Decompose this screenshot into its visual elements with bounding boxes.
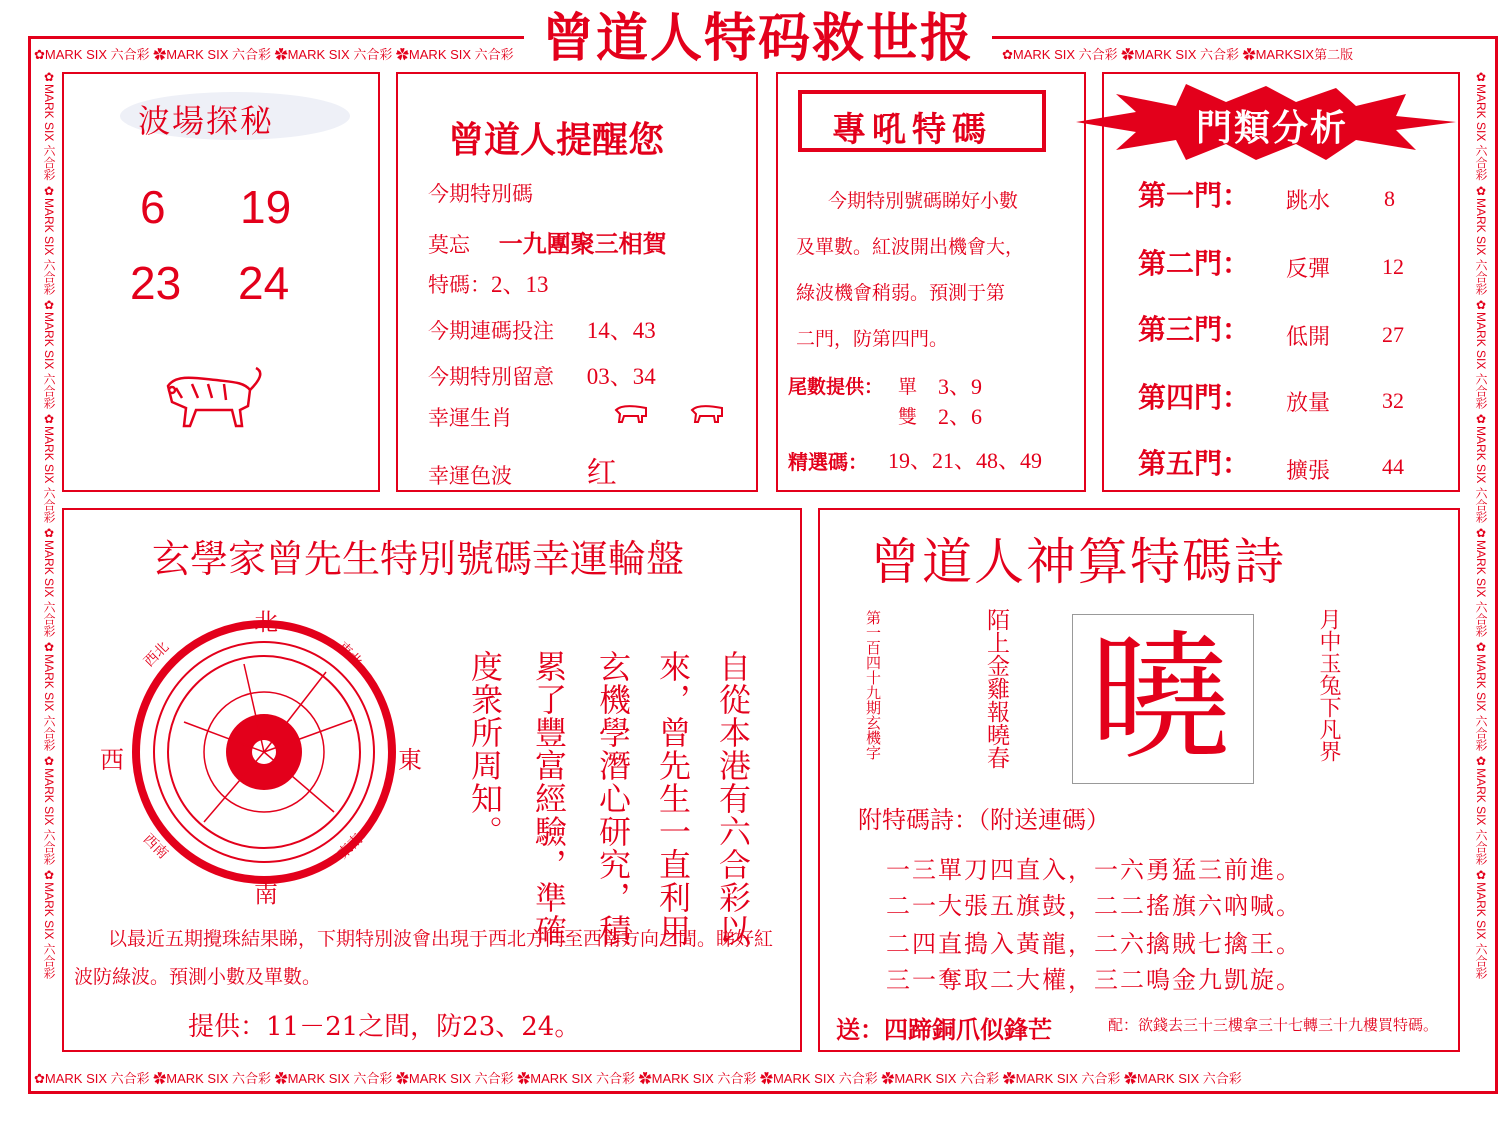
reminder-row-2 [428,224,667,259]
poem-issue-note: 第一百四十九期玄機字 [864,610,882,760]
poem-right-verse: 月中玉兔下凡界 [1316,608,1341,762]
door-value-1: 8 [1384,186,1395,211]
wave-title: 波場探秘 [138,102,275,140]
wave-number-2: 19 [240,181,292,233]
wheel-vertical-text-2: 來，曾先生一直利用 [654,650,692,947]
wave-number-3: 23 [130,257,182,309]
door-label-2: 第二門： [1138,247,1251,280]
door-value-4: 32 [1382,388,1404,413]
wheel-note: 以最近五期攪珠結果睇，下期特別波會出現于西北方向至西南方向之間。睇好紅波防綠波。預測小數及單數。 [74,928,774,988]
wheel-provide: 提供：11－21之間，防23、24。 [188,1012,581,1042]
pick-label: 精選碼： [788,450,868,474]
special-body-3: 綠波機會稍弱。預測于第 [796,282,1006,304]
reminder-value: 03、34 [586,364,656,389]
reminder-row-4 [428,312,656,345]
tail-single-label: 單 [898,376,918,398]
reminder-row-6 [428,402,512,432]
door-name-5: 擴張 [1286,459,1331,484]
reminder-label: 今期特別碼 [428,182,533,206]
poem-line-4: 三一奪取二大權，三二鳴金九凱旋。 [886,966,1302,994]
door-label-3: 第三門： [1138,313,1251,346]
door-name-4: 放量 [1286,391,1331,416]
top-strip-right: ✿MARK SIX 六合彩 ✿MARK SIX 六合彩 ✿MARKSIX第二版 [1002,47,1354,62]
reminder-value: 14、43 [586,318,656,343]
wave-number-1: 6 [140,181,166,233]
dir-north: 北 [254,608,278,636]
door-label-5: 第五門： [1138,447,1251,480]
wheel-vertical-text-1: 自從本港有六合彩以 [714,650,752,947]
wheel-vertical-text-5: 度衆所周知。 [466,650,504,848]
reminder-value: 一九團聚三相賀 [498,229,667,258]
top-strip-left: ✿MARK SIX 六合彩 ✿MARK SIX 六合彩 ✿MARK SIX 六合彩 ✿MARK SIX 六合彩 [34,47,514,62]
door-name-2: 反彈 [1286,257,1331,282]
poem-panel [818,508,1460,1052]
dir-east: 東 [398,746,422,774]
wheel-vertical-text-3: 玄機學潛心研究，積 [594,650,632,947]
poem-subtitle: 附特碼詩：（附送連碼） [858,806,1110,834]
dir-southwest: 西南 [139,831,171,863]
wave-panel [62,72,380,492]
door-name-1: 跳水 [1286,189,1331,214]
reminder-row-5 [428,358,656,391]
wave-number-4: 24 [238,257,290,309]
reminder-label: 幸運生肖 [428,406,512,430]
door-label-4: 第四門： [1138,381,1251,414]
reminder-label: 幸運色波 [428,464,512,488]
right-strip: ✿MARK SIX 六合彩 ✿MARK SIX 六合彩 ✿MARK SIX 六合彩 ✿MARK SIX 六合彩 ✿MARK SIX 六合彩 ✿MARK SIX 六合彩 ✿MARK SIX 六合彩 ✿MARK SIX 六合彩 [1474,70,1488,979]
poem-title: 曾道人神算特碼詩 [870,533,1286,591]
tail-label: 尾數提供： [788,376,884,398]
special-title: 專吼特碼 [832,110,992,150]
reminder-title: 曾道人提醒您 [448,119,665,161]
reminder-label: 今期特別留意 [428,365,554,389]
door-value-5: 44 [1382,454,1404,479]
dir-west: 西 [100,746,124,774]
dir-northeast: 東北 [333,639,365,671]
poem-pair: 配：欲錢去三十三樓拿三十七轉三十九樓買特碼。 [1108,1016,1439,1034]
wheel-title: 玄學家曾先生特別號碼幸運輪盤 [152,537,685,581]
poem-send: 送：四蹄銅爪似鋒芒 [836,1015,1052,1044]
tiger-icon [156,364,268,434]
reminder-label: 特碼： [428,273,491,297]
zodiac-icon-2 [688,400,728,424]
left-strip: ✿MARK SIX 六合彩 ✿MARK SIX 六合彩 ✿MARK SIX 六合彩 ✿MARK SIX 六合彩 ✿MARK SIX 六合彩 ✿MARK SIX 六合彩 ✿MARK SIX 六合彩 ✿MARK SIX 六合彩 [42,70,56,979]
wheel-vertical-text-4: 累了豐富經驗，準確 [530,650,568,947]
door-name-3: 低開 [1286,325,1331,350]
poem-left-verse: 陌上金雞報曉春 [983,608,1009,769]
dir-southeast: 東南 [335,831,367,863]
door-label-1: 第一門： [1138,179,1251,212]
poem-line-1: 一三單刀四直入，一六勇猛三前進。 [886,856,1302,884]
page-title: 曾道人特码救世报 [524,8,992,70]
wheel-panel [62,508,802,1052]
special-body-4: 二門，防第四門。 [796,328,949,350]
reminder-label: 莫忘 [428,233,470,257]
door-title: 門類分析 [1196,107,1349,149]
pick-numbers: 19、21、48、49 [888,448,1043,473]
reminder-label: 今期連碼投注 [428,319,554,343]
dir-south: 南 [254,880,278,908]
special-panel [776,72,1086,492]
tail-double: 2、6 [938,404,983,429]
special-body-2: 及單數。紅波開出機會大， [796,236,1025,258]
dir-northwest: 西北 [141,639,173,671]
reminder-value: 2、13 [491,272,549,297]
special-body-1: 今期特別號碼睇好小數 [828,190,1019,212]
door-value-3: 27 [1382,322,1404,347]
tail-single: 3、9 [938,374,983,399]
door-panel [1102,72,1460,492]
poem-line-3: 二四直搗入黃龍，二六擒賊七擒王。 [886,930,1302,958]
tail-double-label: 雙 [898,406,918,428]
reminder-row-7 [428,448,617,492]
door-value-2: 12 [1382,254,1404,279]
zodiac-icon-1 [612,400,652,424]
poem-line-2: 二一大張五旗鼓，二二搖旗六吶喊。 [886,892,1302,920]
reminder-row-1 [428,178,533,208]
reminder-panel [396,72,758,492]
reminder-row-3 [428,266,549,299]
reminder-value: 红 [586,456,617,491]
bottom-strip: ✿MARK SIX 六合彩 ✿MARK SIX 六合彩 ✿MARK SIX 六合彩 ✿MARK SIX 六合彩 ✿MARK SIX 六合彩 ✿MARK SIX 六合彩 ✿MARK SIX 六合彩 ✿MARK SIX 六合彩 ✿MARK SIX 六合彩 ✿MARK SIX 六合彩 [34,1071,1242,1086]
poem-big-char: 曉 [1090,617,1231,780]
